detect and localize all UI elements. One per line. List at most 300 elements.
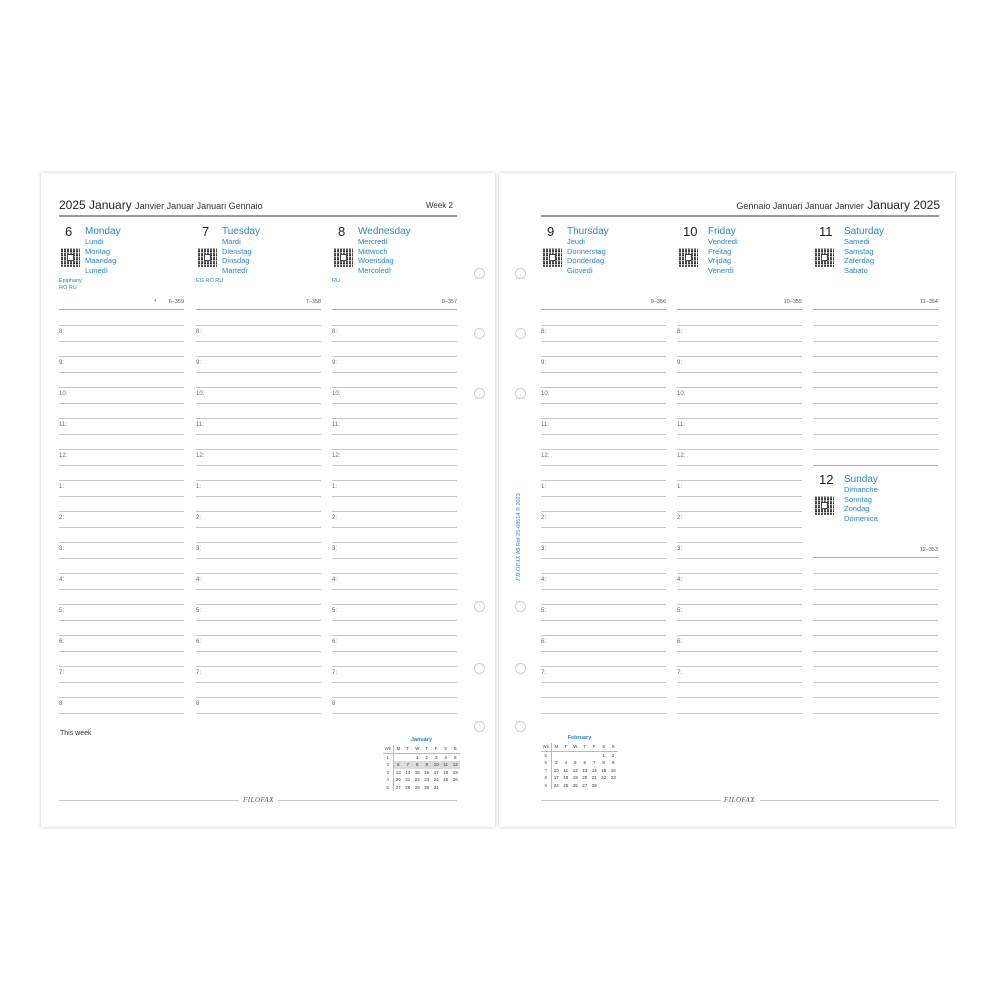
- day-number: 10: [683, 224, 698, 239]
- writing-line: [332, 403, 457, 404]
- binder-hole: [474, 721, 485, 732]
- mini-calendar-week-number: 9: [541, 782, 551, 790]
- hour-label: 7:: [332, 670, 338, 676]
- mini-calendar-weekday: T: [422, 745, 431, 753]
- qr-code-icon: [61, 248, 80, 267]
- writing-line: [59, 697, 184, 698]
- mini-calendar-day: 14: [591, 767, 597, 773]
- mini-calendar-day: 4: [564, 760, 567, 765]
- mini-calendar-day: 2: [611, 752, 615, 758]
- day-of-year-count: 11–354: [920, 299, 938, 305]
- mini-calendar-day: 10: [553, 767, 559, 773]
- writing-line: [541, 542, 666, 543]
- hour-label: 12:: [196, 453, 205, 459]
- writing-line: [677, 604, 802, 605]
- qr-code-icon: [198, 248, 217, 267]
- mini-calendar-day: 26: [572, 782, 578, 788]
- writing-line: [196, 418, 321, 419]
- mini-calendar-day: 2: [425, 754, 428, 760]
- mini-calendar-weekday: M: [551, 743, 561, 751]
- writing-line: [196, 666, 321, 667]
- writing-line: [813, 697, 938, 698]
- hour-label: 11:: [59, 422, 67, 428]
- mini-calendar-day: 25: [443, 777, 449, 782]
- left-title-main: 2025 January: [59, 198, 132, 212]
- left-footer-brand: FILOFAX: [243, 796, 274, 804]
- mini-calendar-day: 22: [414, 777, 420, 782]
- binder-hole: [474, 663, 485, 674]
- writing-line: [813, 372, 938, 373]
- writing-line: [813, 325, 938, 326]
- mini-calendar-day: 16: [610, 767, 616, 773]
- mini-calendar-week-number: 3: [383, 769, 393, 777]
- day-number: 6: [65, 224, 73, 239]
- writing-line: [196, 620, 321, 621]
- qr-code-icon: [334, 248, 353, 267]
- mini-calendar-day: 21: [405, 777, 411, 782]
- mini-calendar-day: 7: [592, 760, 596, 765]
- writing-line: [59, 511, 184, 512]
- this-week-label: This week: [60, 730, 92, 737]
- mini-calendar-day: 16: [424, 769, 430, 775]
- mini-calendar-day: 1: [602, 752, 605, 758]
- mini-calendar-day: 9: [422, 761, 431, 769]
- writing-line: [59, 449, 184, 450]
- writing-line: [196, 480, 321, 481]
- mini-calendar-day: [551, 751, 561, 759]
- day-name: Wednesday: [358, 226, 411, 237]
- mini-calendar-day: 14: [405, 769, 411, 775]
- mini-calendar-day: 17: [553, 775, 559, 780]
- mini-calendar-day: 29: [414, 784, 420, 790]
- hour-label: 5:: [677, 608, 683, 614]
- hour-label: 5:: [196, 608, 202, 614]
- mini-calendar-day: 19: [572, 775, 578, 780]
- writing-line: [59, 480, 184, 481]
- writing-line: [196, 449, 321, 450]
- mini-calendar-day: 19: [452, 769, 458, 775]
- hour-label: 1:: [541, 484, 547, 490]
- mini-calendar-day: 18: [443, 769, 449, 775]
- writing-line: [196, 387, 321, 388]
- day-of-year-count: 8–357: [441, 299, 457, 305]
- hour-label: 7:: [677, 670, 683, 676]
- mini-calendar-day: 13: [582, 767, 588, 773]
- day-number: 8: [338, 224, 346, 239]
- day-of-year-count: 9–356: [650, 299, 666, 305]
- mini-calendar-day: [599, 782, 608, 790]
- writing-line: [677, 558, 802, 559]
- writing-line: [677, 418, 802, 419]
- writing-line: [332, 480, 457, 481]
- writing-line: [196, 542, 321, 543]
- writing-line: [196, 558, 321, 559]
- writing-line: [196, 713, 321, 714]
- mini-calendar-day: 18: [563, 775, 569, 780]
- hour-label: 8:: [59, 329, 65, 335]
- writing-line: [59, 418, 184, 419]
- mini-calendar-day: [580, 751, 589, 759]
- hour-label: 3:: [541, 546, 547, 552]
- mini-calendar-weekday: T: [561, 743, 570, 751]
- writing-line: [813, 666, 938, 667]
- mini-calendar-week-number: 7: [541, 767, 551, 775]
- hour-label: 8:: [196, 329, 202, 335]
- hour-label: 8:: [677, 329, 683, 335]
- mini-calendar-week-number: 4: [383, 776, 393, 784]
- binder-hole: [474, 601, 485, 612]
- mini-calendar-day: 12: [572, 767, 578, 773]
- day-header-rule: [813, 309, 938, 310]
- writing-line: [541, 589, 666, 590]
- writing-line: [813, 418, 938, 419]
- mini-calendar-grid: [541, 743, 618, 789]
- writing-line: [541, 480, 666, 481]
- mini-calendar-january: [383, 737, 460, 793]
- mini-calendar-day: 31: [433, 784, 439, 790]
- writing-line: [541, 713, 666, 714]
- hour-label: 12:: [332, 453, 341, 459]
- writing-line: [677, 589, 802, 590]
- vertical-imprint: [515, 493, 522, 581]
- writing-line: [677, 573, 802, 574]
- writing-line: [541, 558, 666, 559]
- writing-line: [59, 372, 184, 373]
- right-title-main: January 2025: [867, 198, 940, 212]
- mini-calendar-day: 6: [393, 761, 403, 769]
- writing-line: [813, 651, 938, 652]
- hour-label: 5:: [59, 608, 65, 614]
- writing-line: [59, 620, 184, 621]
- day-number: 9: [547, 224, 555, 239]
- binder-hole: [474, 328, 485, 339]
- binder-hole: [474, 268, 485, 279]
- mini-calendar-week-number: 8: [541, 774, 551, 782]
- writing-line: [59, 558, 184, 559]
- writing-line: [677, 713, 802, 714]
- writing-line: [332, 635, 457, 636]
- hour-label: 10:: [541, 391, 550, 397]
- writing-line: [196, 573, 321, 574]
- mini-calendar-day: 26: [452, 777, 458, 782]
- left-footer-rule-a: [59, 800, 239, 801]
- mini-calendar-weekday: Wk: [541, 743, 551, 751]
- day-name-translations: Samedi Samstag Zaterdag Sabato: [844, 237, 875, 275]
- writing-line: [59, 573, 184, 574]
- hour-label: 1:: [332, 484, 338, 490]
- mini-calendar-day: 9: [611, 760, 615, 765]
- mini-calendar-day: 20: [582, 775, 588, 780]
- binder-hole: [515, 601, 526, 612]
- writing-line: [541, 573, 666, 574]
- qr-code-icon: [815, 496, 834, 515]
- hour-label: 4:: [677, 577, 683, 583]
- mini-calendar-day: 24: [433, 777, 439, 782]
- mini-calendar-day: [450, 784, 460, 792]
- hour-label: 9:: [677, 360, 683, 366]
- writing-line: [677, 480, 802, 481]
- hour-label: 8:: [541, 329, 547, 335]
- binder-hole: [515, 663, 526, 674]
- day-name: Saturday: [844, 226, 885, 237]
- writing-line: [541, 341, 666, 342]
- writing-line: [541, 527, 666, 528]
- writing-line: [677, 434, 802, 435]
- writing-line: [59, 496, 184, 497]
- writing-line: [813, 449, 938, 450]
- mini-calendar-weekday: S: [450, 745, 460, 753]
- day-number: 12: [819, 472, 834, 487]
- hour-label: 10:: [196, 391, 205, 397]
- binder-hole: [474, 388, 485, 399]
- writing-line: [541, 496, 666, 497]
- writing-line: [813, 589, 938, 590]
- writing-line: [59, 341, 184, 342]
- mini-calendar-day: 3: [555, 760, 558, 765]
- writing-line: [59, 651, 184, 652]
- hour-label: 4:: [196, 577, 202, 583]
- day-of-year-count: 7–358: [305, 299, 321, 305]
- writing-line: [332, 620, 457, 621]
- mini-calendar-week-number: 2: [383, 761, 393, 769]
- mini-calendar-weekday: T: [580, 743, 589, 751]
- hour-label: 8: [332, 701, 336, 707]
- mini-calendar-grid: [383, 745, 460, 791]
- mini-calendar-weekday: M: [393, 745, 403, 753]
- writing-line: [541, 697, 666, 698]
- mini-calendar-title: January: [410, 737, 433, 743]
- hour-label: 5:: [332, 608, 338, 614]
- writing-line: [677, 542, 802, 543]
- mini-calendar-day: 24: [553, 782, 559, 788]
- writing-line: [541, 604, 666, 605]
- writing-line: [541, 682, 666, 683]
- writing-line: [196, 697, 321, 698]
- right-footer-rule-a: [541, 800, 721, 801]
- writing-line: [196, 589, 321, 590]
- mini-calendar-title: February: [567, 735, 592, 741]
- hour-label: 11:: [196, 422, 204, 428]
- hour-label: 4:: [541, 577, 547, 583]
- mini-calendar-day: [393, 753, 403, 761]
- mini-calendar-day: 15: [601, 767, 607, 773]
- mini-calendar-day: 12: [450, 761, 460, 769]
- mini-calendar-day: 15: [414, 769, 420, 775]
- writing-line: [332, 387, 457, 388]
- writing-line: [196, 635, 321, 636]
- writing-line: [332, 573, 457, 574]
- writing-line: [677, 666, 802, 667]
- writing-line: [541, 418, 666, 419]
- writing-line: [813, 620, 938, 621]
- writing-line: [332, 604, 457, 605]
- writing-line: [196, 604, 321, 605]
- writing-line: [813, 341, 938, 342]
- mini-calendar-day: 3: [434, 754, 438, 760]
- day-name: Thursday: [567, 226, 609, 237]
- mini-calendar-weekday: S: [599, 743, 608, 751]
- hour-label: 6:: [59, 639, 65, 645]
- writing-line: [332, 713, 457, 714]
- mini-calendar-weekday: F: [589, 743, 598, 751]
- writing-line: [59, 403, 184, 404]
- writing-line: [196, 325, 321, 326]
- mini-calendar-day: 11: [441, 761, 450, 769]
- mini-calendar-day: 25: [563, 782, 569, 788]
- writing-line: [59, 542, 184, 543]
- writing-line: [813, 387, 938, 388]
- writing-line: [59, 434, 184, 435]
- hour-label: 9:: [59, 360, 65, 366]
- writing-line: [541, 387, 666, 388]
- mini-calendar-day: 8: [602, 760, 605, 765]
- left-title-languages: Janvier Januar Januari Gennaio: [135, 201, 263, 211]
- writing-line: [541, 372, 666, 373]
- writing-line: [332, 589, 457, 590]
- mini-calendar-day: 21: [591, 775, 597, 780]
- mini-calendar-day: 11: [563, 767, 569, 773]
- mini-calendar-week-number: 1: [383, 753, 393, 761]
- mini-calendar-day: 30: [424, 784, 430, 790]
- hour-label: 9:: [541, 360, 547, 366]
- binder-hole: [515, 388, 526, 399]
- hour-label: 3:: [59, 546, 65, 552]
- writing-line: [332, 527, 457, 528]
- hour-label: 7:: [196, 670, 202, 676]
- vertical-brand: FILOFAX: [515, 555, 522, 581]
- mini-calendar-day: 28: [591, 782, 597, 788]
- writing-line: [196, 356, 321, 357]
- day-name-translations: Jeudi Donnerstag Donderdag Giovedì: [567, 237, 606, 275]
- hour-label: 8: [196, 701, 200, 707]
- hour-label: 1:: [677, 484, 683, 490]
- right-footer-rule-b: [760, 800, 939, 801]
- vertical-code: A5 Ref 25-68514 © 2023: [516, 493, 522, 555]
- day-name: Monday: [85, 226, 121, 237]
- mini-calendar-day: [403, 753, 412, 761]
- mini-calendar-day: 7: [403, 761, 412, 769]
- mini-calendar-weekday: S: [441, 745, 450, 753]
- mini-calendar-day: 28: [405, 784, 411, 790]
- day-name-translations: Lundi Montag Maandag Lunedì: [85, 237, 117, 275]
- mini-calendar-day: [570, 751, 579, 759]
- writing-line: [332, 496, 457, 497]
- writing-line: [677, 465, 802, 466]
- writing-line: [677, 403, 802, 404]
- writing-line: [332, 511, 457, 512]
- hour-label: 1:: [196, 484, 202, 490]
- mini-calendar-weekday: W: [412, 745, 421, 753]
- writing-line: [677, 449, 802, 450]
- writing-line: [677, 387, 802, 388]
- writing-line: [196, 403, 321, 404]
- writing-line: [677, 620, 802, 621]
- hour-label: 4:: [59, 577, 65, 583]
- hour-label: 2:: [59, 515, 65, 521]
- writing-line: [332, 666, 457, 667]
- writing-line: [677, 651, 802, 652]
- right-page-title: [736, 198, 940, 212]
- day-of-year-count: 12–353: [919, 547, 938, 553]
- writing-line: [541, 465, 666, 466]
- writing-line: [332, 356, 457, 357]
- mini-calendar-weekday: S: [608, 743, 618, 751]
- writing-line: [332, 465, 457, 466]
- left-page-title: [59, 198, 263, 212]
- hour-label: 11:: [332, 422, 340, 428]
- writing-line: [813, 604, 938, 605]
- writing-line: [677, 356, 802, 357]
- writing-line: [332, 449, 457, 450]
- mini-calendar-day: [441, 784, 450, 792]
- hour-label: 1:: [59, 484, 65, 490]
- day-header-rule: [332, 309, 457, 310]
- right-footer-brand: FILOFAX: [724, 796, 755, 804]
- hour-label: 4:: [332, 577, 338, 583]
- writing-line: [196, 651, 321, 652]
- hour-label: 10:: [677, 391, 686, 397]
- writing-line: [59, 325, 184, 326]
- qr-code-icon: [543, 248, 562, 267]
- writing-line: [59, 589, 184, 590]
- mini-calendar-day: 8: [412, 761, 421, 769]
- hour-label: 3:: [196, 546, 202, 552]
- mini-calendar-day: 6: [583, 760, 586, 765]
- writing-line: [677, 325, 802, 326]
- mini-calendar-day: 17: [433, 769, 439, 775]
- mini-calendar-week-number: 5: [383, 784, 393, 792]
- day-name-translations: Dimanche Sonntag Zondag Domenica: [844, 485, 878, 523]
- writing-line: [541, 356, 666, 357]
- writing-line: [813, 434, 938, 435]
- mini-calendar-day: 10: [431, 761, 440, 769]
- mini-calendar-day: 5: [453, 754, 457, 760]
- day-name-translations: Mardi Dienstag Dinsdag Martedì: [222, 237, 252, 275]
- writing-line: [677, 511, 802, 512]
- holiday-note: RU: [332, 278, 340, 284]
- day-name-translations: Mercredi Mittwoch Woensdag Mercoledì: [358, 237, 394, 275]
- writing-line: [677, 372, 802, 373]
- hour-label: 8: [59, 701, 63, 707]
- mini-calendar-day: [561, 751, 570, 759]
- day-number: 7: [202, 224, 210, 239]
- writing-line: [813, 573, 938, 574]
- qr-code-icon: [679, 248, 698, 267]
- writing-line: [196, 465, 321, 466]
- day-header-rule: [541, 309, 666, 310]
- mini-calendar-day: 27: [582, 782, 588, 788]
- day-number: 11: [819, 224, 833, 239]
- writing-line: [196, 511, 321, 512]
- writing-line: [332, 697, 457, 698]
- writing-line: [196, 527, 321, 528]
- writing-line: [59, 666, 184, 667]
- mini-calendar-weekday: Wk: [383, 745, 393, 753]
- mini-calendar-week-number: 5: [541, 751, 551, 759]
- hour-label: 7:: [541, 670, 547, 676]
- hour-label: 6:: [196, 639, 202, 645]
- qr-code-icon: [815, 248, 834, 267]
- hour-label: 11:: [541, 422, 549, 428]
- day-header-rule: [677, 309, 802, 310]
- right-header-rule: [541, 215, 939, 217]
- hour-label: 6:: [677, 639, 683, 645]
- day-name: Sunday: [844, 474, 878, 485]
- day-name: Friday: [708, 226, 736, 237]
- day-of-year-count: 10–355: [783, 299, 802, 305]
- writing-line: [332, 682, 457, 683]
- writing-line: [541, 449, 666, 450]
